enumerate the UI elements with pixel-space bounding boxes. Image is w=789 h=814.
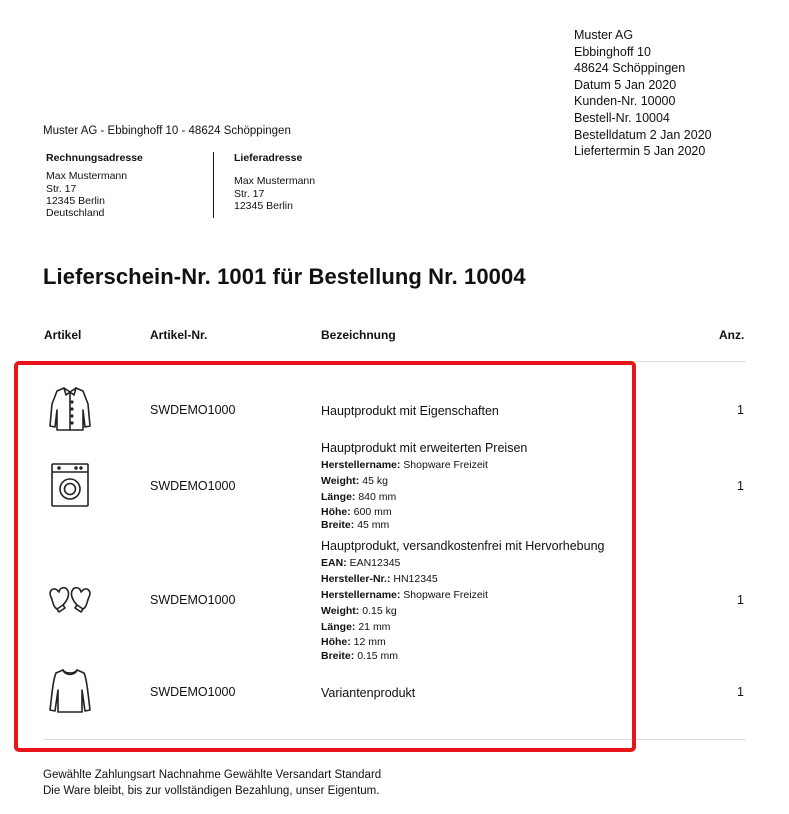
item-property: Hersteller-Nr.: HN12345 <box>321 573 438 585</box>
item-name: Variantenprodukt <box>321 686 416 700</box>
article-number: SWDEMO1000 <box>150 593 236 607</box>
ownership-line: Die Ware bleibt, bis zur vollständigen Bezahlung, unser Eigentum. <box>43 785 380 797</box>
item-quantity: 1 <box>737 479 744 493</box>
shipping-address <box>234 152 315 212</box>
billing-city: 12345 Berlin <box>46 194 105 207</box>
payment-shipping-line: Gewählte Zahlungsart Nachnahme Gewählte Versandart Standard <box>43 769 382 781</box>
billing-name: Max Mustermann <box>46 170 128 183</box>
address-divider <box>213 152 214 218</box>
item-name: Hauptprodukt, versandkostenfrei mit Hervorhebung <box>321 539 605 553</box>
company-city: 48624 Schöppingen <box>574 61 686 76</box>
item-property: Herstellername: Shopware Freizeit <box>321 589 488 601</box>
shipping-name: Max Mustermann <box>234 175 316 188</box>
item-property: Herstellername: Shopware Freizeit <box>321 459 488 471</box>
document-date: Datum 5 Jan 2020 <box>574 77 677 92</box>
order-number: Bestell-Nr. 10004 <box>574 110 670 125</box>
column-header-anzahl: Anz. <box>719 328 745 342</box>
item-quantity: 1 <box>737 685 744 699</box>
column-header-bezeichnung: Bezeichnung <box>321 328 396 342</box>
item-property: Länge: 840 mm <box>321 491 397 503</box>
item-property: Breite: 45 mm <box>321 519 390 531</box>
billing-heading: Rechnungsadresse <box>46 152 143 164</box>
column-header-artikel: Artikel <box>44 328 82 342</box>
column-header-artikel-nr: Artikel-Nr. <box>150 328 208 342</box>
item-name: Hauptprodukt mit erweiterten Preisen <box>321 441 528 455</box>
article-number: SWDEMO1000 <box>150 685 236 699</box>
company-street: Ebbinghoff 10 <box>574 44 651 59</box>
footer-note <box>43 767 381 799</box>
shipping-heading: Lieferadresse <box>234 152 303 164</box>
company-info <box>574 27 712 160</box>
document-title: Lieferschein-Nr. 1001 für Bestellung Nr. 10004 <box>43 264 526 289</box>
item-property: Weight: 0.15 kg <box>321 605 397 617</box>
item-name: Hauptprodukt mit Eigenschaften <box>321 404 499 418</box>
item-quantity: 1 <box>737 403 744 417</box>
shipping-street: Str. 17 <box>234 187 265 200</box>
article-number: SWDEMO1000 <box>150 403 236 417</box>
item-property: EAN: EAN12345 <box>321 557 401 569</box>
billing-street: Str. 17 <box>46 182 77 195</box>
item-property: Weight: 45 kg <box>321 475 388 487</box>
item-property: Höhe: 600 mm <box>321 506 392 518</box>
customer-number: Kunden-Nr. 10000 <box>574 94 676 109</box>
shipping-city: 12345 Berlin <box>234 199 293 212</box>
item-quantity: 1 <box>737 593 744 607</box>
delivery-date: Liefertermin 5 Jan 2020 <box>574 144 706 159</box>
company-name: Muster AG <box>574 28 634 42</box>
highlight-box <box>14 361 636 752</box>
billing-address <box>46 152 143 219</box>
article-number: SWDEMO1000 <box>150 479 236 493</box>
sender-line: Muster AG - Ebbinghoff 10 - 48624 Schöppingen <box>43 125 291 137</box>
item-property: Breite: 0.15 mm <box>321 649 399 662</box>
item-property: Höhe: 12 mm <box>321 636 386 648</box>
billing-country: Deutschland <box>46 207 105 220</box>
order-date: Bestelldatum 2 Jan 2020 <box>574 127 712 142</box>
item-property: Länge: 21 mm <box>321 621 391 633</box>
